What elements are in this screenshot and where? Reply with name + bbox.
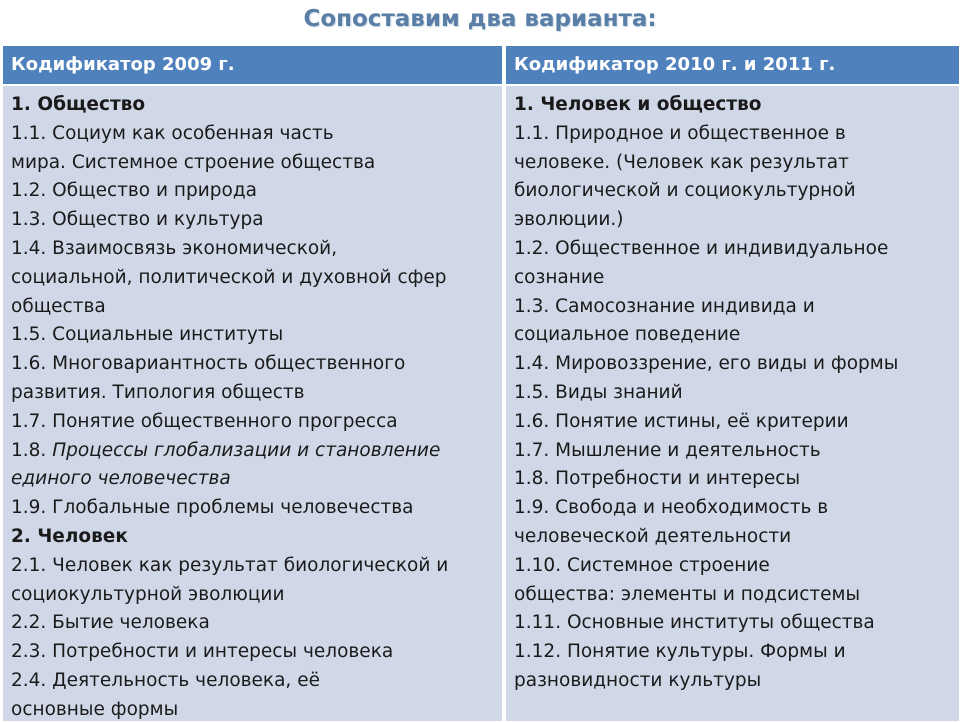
section-heading bbox=[11, 91, 494, 120]
list-item bbox=[514, 235, 951, 264]
section-heading bbox=[11, 523, 494, 552]
list-item-text: 1.9. Глобальные проблемы человечества bbox=[11, 497, 414, 519]
list-item bbox=[11, 293, 494, 322]
list-item bbox=[514, 638, 951, 667]
list-item bbox=[11, 235, 494, 264]
list-item-text: человеке. (Человек как результат bbox=[514, 151, 849, 173]
list-item bbox=[514, 523, 951, 552]
list-item-text: единого человечества bbox=[11, 468, 231, 490]
list-item-text: 2.2. Бытие человека bbox=[11, 612, 210, 634]
list-item-text: 1.7. Мышление и деятельность bbox=[514, 439, 821, 461]
column-header-2009: Кодификатор 2009 г. bbox=[3, 46, 504, 84]
column-body-2010-2011 bbox=[506, 86, 959, 721]
list-item bbox=[11, 149, 494, 178]
list-item bbox=[514, 609, 951, 638]
list-item bbox=[11, 667, 494, 696]
list-item bbox=[514, 177, 951, 206]
column-body-2009 bbox=[3, 86, 504, 721]
list-item-text: 1.8. bbox=[11, 439, 53, 461]
list-item bbox=[11, 437, 494, 466]
list-item bbox=[11, 120, 494, 149]
list-item bbox=[514, 350, 951, 379]
list-item bbox=[11, 609, 494, 638]
page-title: Сопоставим два варианта: bbox=[303, 6, 657, 32]
list-item-text: социокультурной эволюции bbox=[11, 583, 285, 605]
list-item bbox=[514, 321, 951, 350]
list-item-text: 2.1. Человек как результат биологической и bbox=[11, 554, 449, 576]
list-item-text: 1.1. Социум как особенная часть bbox=[11, 122, 334, 144]
list-item bbox=[11, 465, 494, 494]
list-item-text: 1.1. Природное и общественное в bbox=[514, 122, 846, 144]
list-item bbox=[11, 581, 494, 610]
list-item-text: 2.4. Деятельность человека, её bbox=[11, 669, 320, 691]
list-item-text: 1. Человек и общество bbox=[514, 94, 762, 115]
list-item-text: социальной, политической и духовной сфер bbox=[11, 266, 447, 288]
list-item bbox=[514, 149, 951, 178]
list-item-text: 1.2. Общество и природа bbox=[11, 180, 257, 202]
section-heading bbox=[514, 91, 951, 120]
list-item-text: 1.2. Общественное и индивидуальное bbox=[514, 237, 889, 259]
list-item bbox=[11, 321, 494, 350]
list-item-text: 1.4. Взаимосвязь экономической, bbox=[11, 237, 338, 259]
list-item-text: основные формы bbox=[11, 698, 179, 720]
list-item bbox=[11, 638, 494, 667]
list-item-text: 1.4. Мировоззрение, его виды и формы bbox=[514, 353, 899, 375]
list-item bbox=[514, 667, 951, 696]
list-item bbox=[11, 494, 494, 523]
list-item bbox=[514, 293, 951, 322]
column-header-2010-2011: Кодификатор 2010 г. и 2011 г. bbox=[506, 46, 959, 84]
list-item-text: 2. Человек bbox=[11, 525, 128, 547]
list-item-text: 1.7. Понятие общественного прогресса bbox=[11, 410, 398, 432]
list-item-text: развития. Типология обществ bbox=[11, 381, 305, 403]
list-item-text: 1.8. Потребности и интересы bbox=[514, 468, 801, 490]
list-item bbox=[11, 552, 494, 581]
list-item-text: 1.11. Основные институты общества bbox=[514, 612, 875, 634]
list-item-text: 1. Общество bbox=[11, 94, 146, 115]
list-item bbox=[11, 177, 494, 206]
list-item bbox=[514, 379, 951, 408]
list-item bbox=[11, 379, 494, 408]
list-item-text: 1.5. Виды знаний bbox=[514, 381, 683, 403]
list-item-text: биологической и социокультурной bbox=[514, 180, 856, 202]
list-item bbox=[11, 408, 494, 437]
list-item-text: 1.12. Понятие культуры. Формы и bbox=[514, 641, 846, 663]
list-item-text: 1.6. Понятие истины, её критерии bbox=[514, 410, 849, 432]
list-item-text: общества: элементы и подсистемы bbox=[514, 583, 861, 605]
list-item bbox=[514, 552, 951, 581]
list-item-italic-text: Процессы глобализации и становление bbox=[52, 439, 441, 461]
list-item bbox=[514, 120, 951, 149]
list-item-text: 1.3. Самосознание индивида и bbox=[514, 295, 815, 317]
list-item-text: 2.3. Потребности и интересы человека bbox=[11, 641, 394, 663]
list-item-text: 1.5. Социальные институты bbox=[11, 324, 284, 346]
list-item-text: 1.6. Многовариантность общественного bbox=[11, 353, 406, 375]
list-item bbox=[514, 408, 951, 437]
list-item bbox=[11, 206, 494, 235]
list-item bbox=[11, 350, 494, 379]
list-item-text: человеческой деятельности bbox=[514, 525, 792, 547]
list-item-text: 1.3. Общество и культура bbox=[11, 209, 264, 231]
list-item-text: 1.10. Системное строение bbox=[514, 554, 770, 576]
list-item-text: общества bbox=[11, 295, 106, 317]
list-item bbox=[514, 264, 951, 293]
list-item bbox=[11, 696, 494, 721]
list-item-text: эволюции.) bbox=[514, 209, 624, 231]
comparison-table bbox=[2, 45, 960, 722]
list-item-text: разновидности культуры bbox=[514, 669, 762, 691]
list-item bbox=[514, 437, 951, 466]
list-item bbox=[11, 264, 494, 293]
list-item bbox=[514, 206, 951, 235]
list-item-text: мира. Системное строение общества bbox=[11, 151, 376, 173]
list-item bbox=[514, 465, 951, 494]
list-item-text: социальное поведение bbox=[514, 324, 741, 346]
list-item-text: сознание bbox=[514, 266, 605, 288]
list-item bbox=[514, 494, 951, 523]
list-item bbox=[514, 581, 951, 610]
list-item-text: 1.9. Свобода и необходимость в bbox=[514, 497, 829, 519]
